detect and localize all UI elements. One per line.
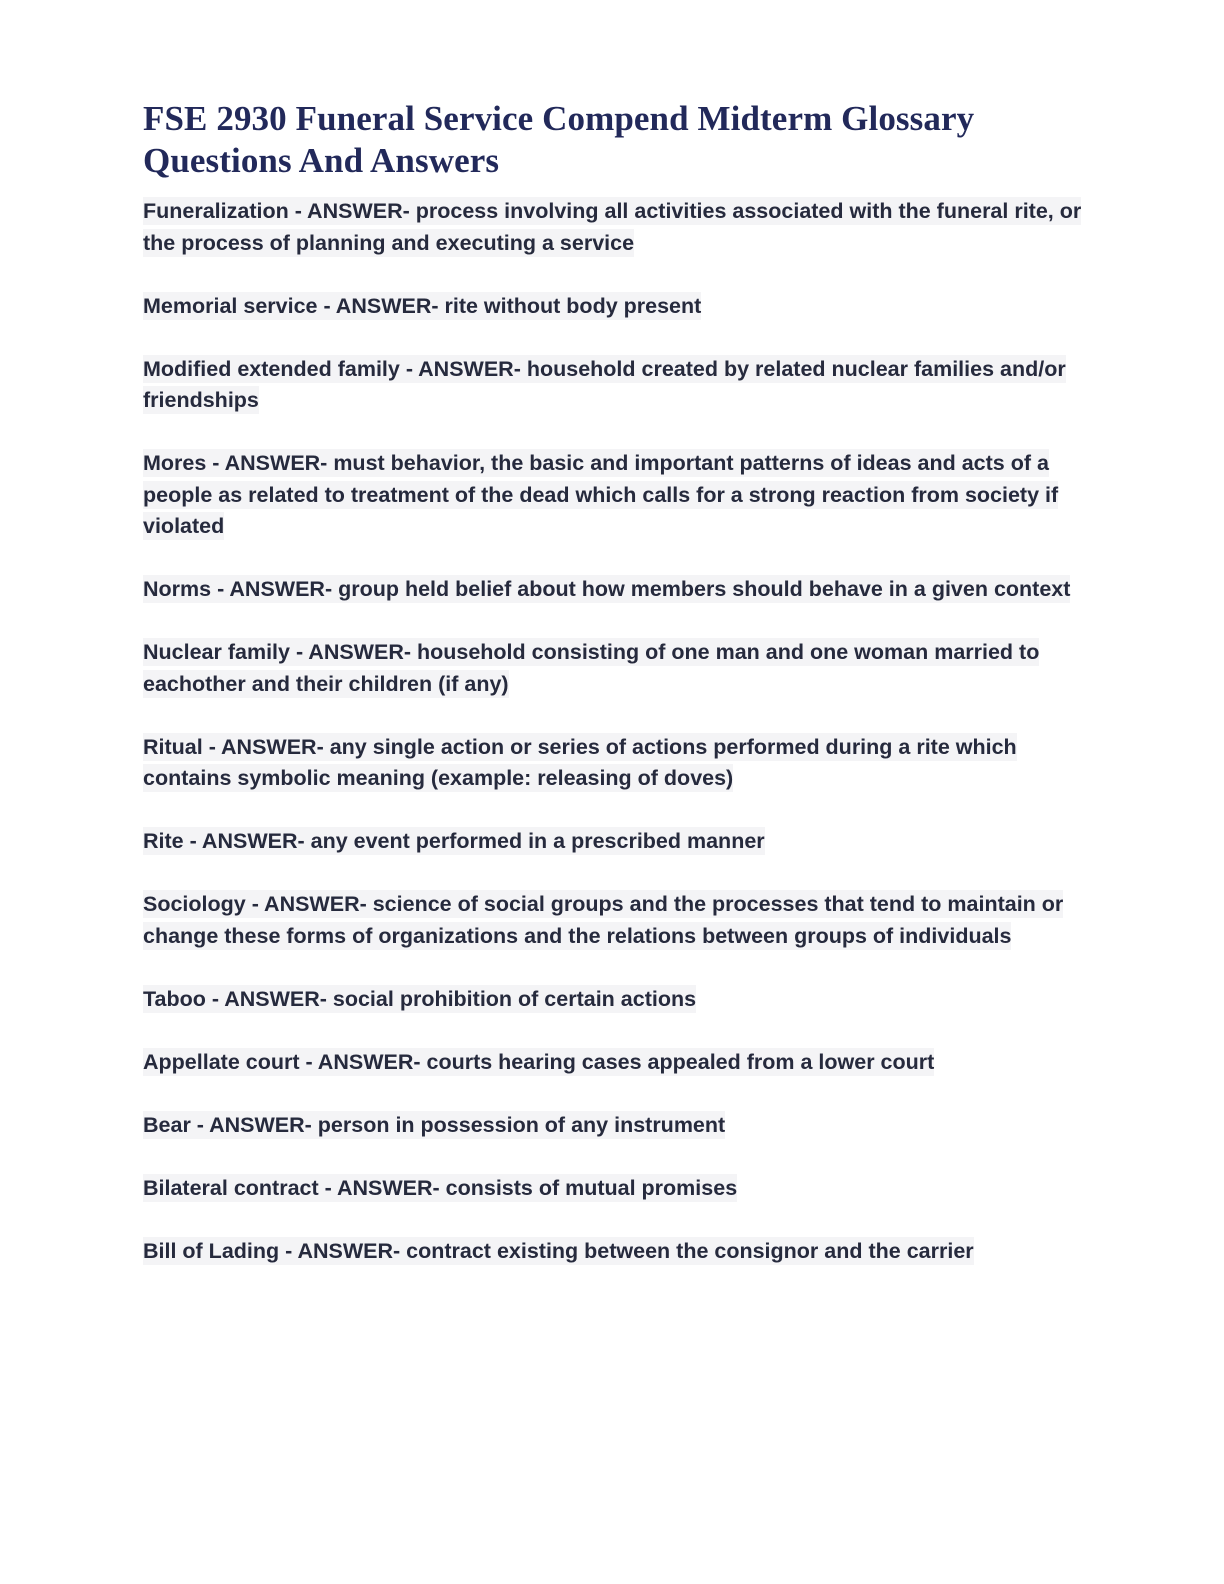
glossary-entry bbox=[143, 732, 1083, 795]
glossary-entry bbox=[143, 826, 1083, 858]
glossary-entry-text: Nuclear family - ANSWER- household consisting of one man and one woman married to eachother and their children (if any) bbox=[143, 640, 1040, 696]
glossary-entry bbox=[143, 889, 1083, 952]
glossary-entry bbox=[143, 354, 1083, 417]
glossary-entry bbox=[143, 1236, 1083, 1268]
glossary-entry-text: Ritual - ANSWER- any single action or series of actions performed during a rite which contains symbolic meaning (example: releasing of doves) bbox=[143, 734, 1017, 790]
glossary-entry bbox=[143, 196, 1083, 259]
glossary-entry-text: Mores - ANSWER- must behavior, the basic and important patterns of ideas and acts of a people as related to treatment of the dead which calls for a strong reaction from society if violated bbox=[143, 451, 1059, 538]
glossary-entry bbox=[143, 1047, 1083, 1079]
glossary-entry-text: Memorial service - ANSWER- rite without body present bbox=[143, 293, 702, 318]
glossary-entry-text: Sociology - ANSWER- science of social groups and the processes that tend to maintain or change these forms of organizations and the relations between groups of individuals bbox=[143, 892, 1064, 948]
glossary-entry-text: Funeralization - ANSWER- process involving all activities associated with the funeral rite, or the process of planning and executing a service bbox=[143, 199, 1082, 255]
glossary-entry bbox=[143, 448, 1083, 543]
glossary-entry-text: Rite - ANSWER- any event performed in a prescribed manner bbox=[143, 829, 765, 853]
glossary-entry-text: Taboo - ANSWER- social prohibition of certain actions bbox=[143, 986, 697, 1011]
glossary-entry-text: Appellate court - ANSWER- courts hearing cases appealed from a lower court bbox=[143, 1049, 935, 1074]
glossary-entry bbox=[143, 291, 1083, 323]
glossary-entry bbox=[143, 984, 1083, 1016]
glossary-entry-text: Bill of Lading - ANSWER- contract existing between the consignor and the carrier bbox=[143, 1238, 974, 1263]
glossary-entry-text: Modified extended family - ANSWER- household created by related nuclear families and/or friendships bbox=[143, 356, 1066, 412]
glossary-entry bbox=[143, 574, 1083, 606]
glossary-entry-text: Norms - ANSWER- group held belief about how members should behave in a given context bbox=[143, 577, 1071, 601]
document-title: FSE 2930 Funeral Service Compend Midterm Glossary Questions And Answers bbox=[143, 99, 975, 180]
glossary-entry-text: Bilateral contract - ANSWER- consists of mutual promises bbox=[143, 1175, 738, 1200]
glossary-entry bbox=[143, 1110, 1083, 1142]
document-page bbox=[143, 98, 1083, 1299]
glossary-entry bbox=[143, 637, 1083, 700]
glossary-entry-text: Bear - ANSWER- person in possession of any instrument bbox=[143, 1112, 726, 1137]
glossary-entry bbox=[143, 1173, 1083, 1205]
